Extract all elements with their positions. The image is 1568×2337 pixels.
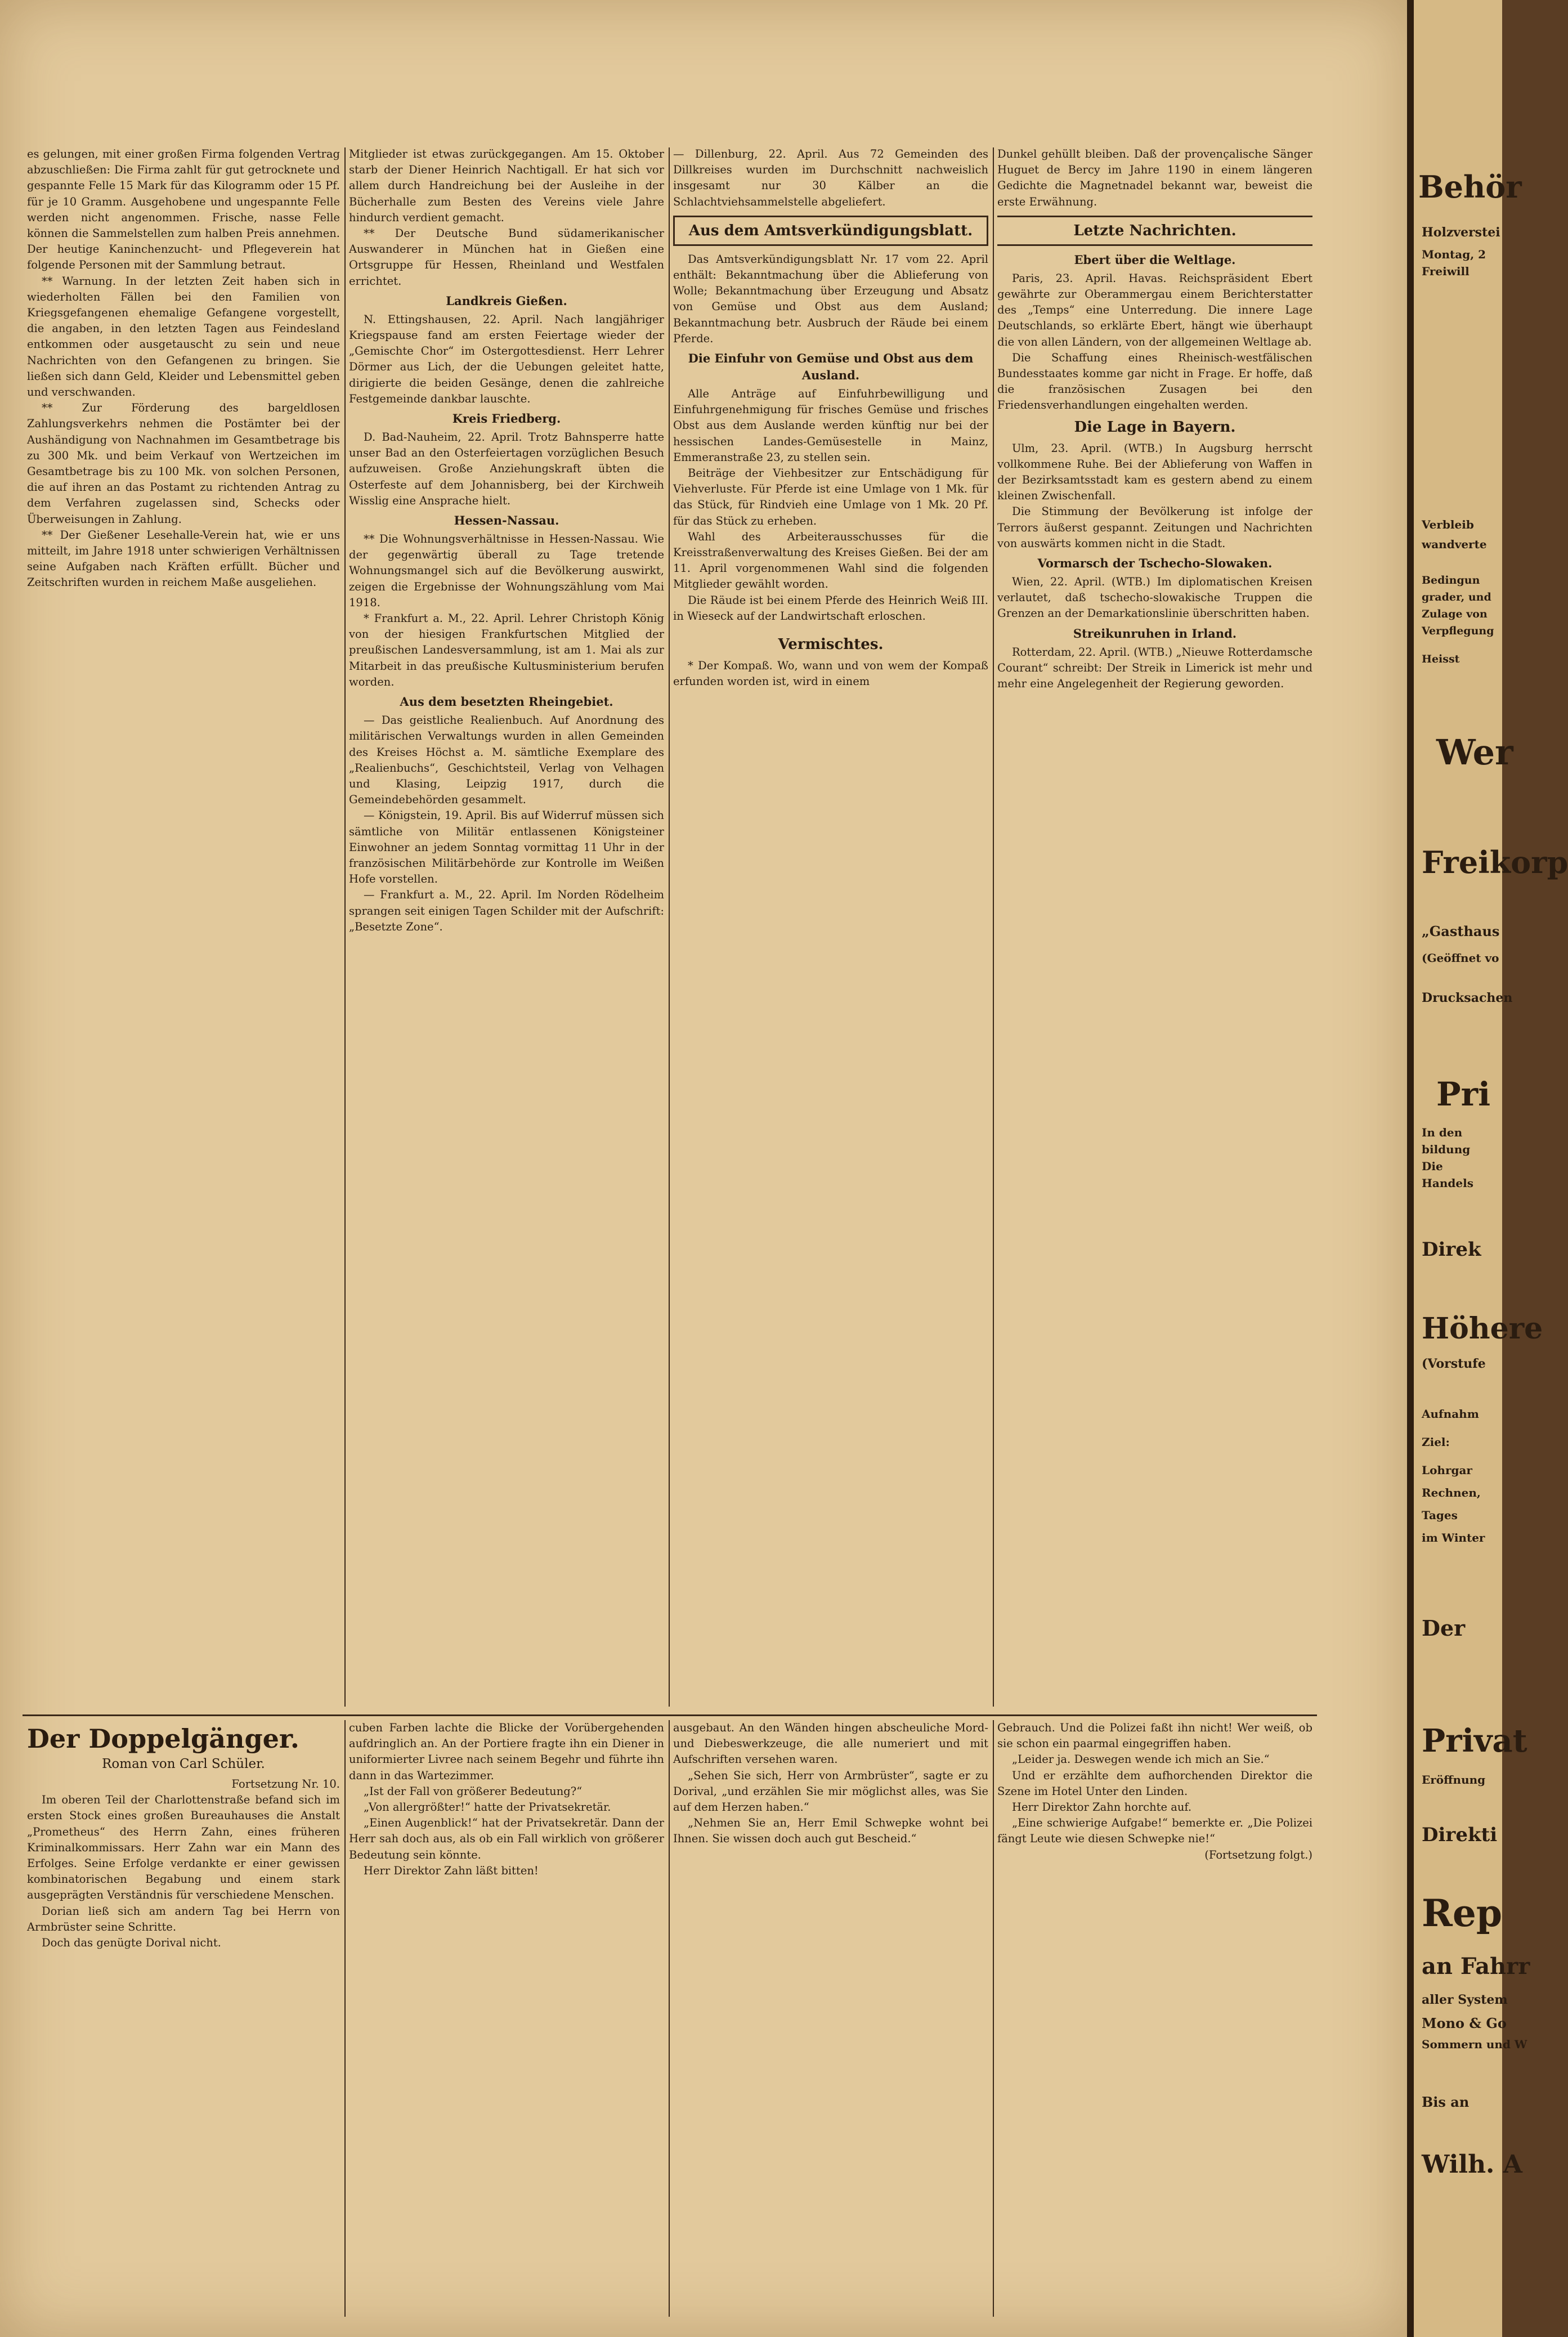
fragment-text: In den — [1422, 1126, 1463, 1139]
paragraph: Gebrauch. Und die Polizei faßt ihn nicht! Wer weiß, ob sie schon ein paarmal eingegriffen haben. — [997, 1721, 1312, 1750]
paragraph: Alle Anträge auf Einfuhrbewilligung und Einfuhrgenehmigung für frisches Gemüse und frisches Obst aus dem Auslande werden künftig nur bei der hessischen Landes-Gemüsestelle in Mainz, Emmeranstraße 23, zu stellen sein. — [673, 387, 988, 464]
paragraph: * Der Kompaß. Wo, wann und von wem der Kompaß erfunden worden ist, wird in einem — [673, 659, 988, 688]
fragment-text: an Fahrr — [1422, 1953, 1530, 1980]
paragraph: Die Stimmung der Bevölkerung ist infolge der Terrors äußerst gespannt. Zeitungen und Nachrichten von auswärts kommen nicht in die Stadt. — [997, 505, 1312, 550]
fragment-text: im Winter — [1422, 1531, 1485, 1544]
paragraph: „Von allergrößter!“ hatte der Privatsekretär. — [364, 1801, 611, 1814]
paragraph: ** Der Gießener Lesehalle-Verein hat, wie er uns mitteilt, im Jahre 1918 unter schwierigen Verhältnissen seine Aufgaben nach Kräften erfüllt. Bücher und Zeitschriften wurden in reichem Maße ausgeliehen. — [27, 528, 340, 589]
paragraph: ** Der Deutsche Bund südamerikanischer Auswanderer in München hat in Gießen eine Ortsgruppe für Hessen, Rheinland und Westfalen errichtet. — [349, 227, 664, 288]
fragment-text: Holzverstei — [1422, 225, 1500, 240]
feuilleton-byline: Roman von Carl Schüler. — [102, 1757, 265, 1771]
fragment-text: Direkti — [1422, 1824, 1498, 1846]
installment-label: Fortsetzung Nr. 10. — [231, 1778, 340, 1790]
fragment-text: „Gasthaus — [1422, 923, 1500, 939]
paragraph: Beiträge der Viehbesitzer zur Entschädigung für Viehverluste. Für Pferde ist eine Umlage von 1 Mk. für das Stück, für Rindvieh eine Umlage von 1 Mk. 20 Pf. für das Stück zu erheben. — [673, 467, 988, 527]
paragraph: N. Ettingshausen, 22. April. Nach langjähriger Kriegspause fand am ersten Feiertage wieder der „Gemischte Chor“ im Ostergottesdienst. Herr Lehrer Dörmer aus Lich, der die Uebungen geleitet hatte, dirigierte die beiden Gesänge, denen die zahlreiche Festgemeinde dankbar lauschte. — [349, 312, 664, 405]
paragraph: — Frankfurt a. M., 22. April. Im Norden Rödelheim sprangen seit einigen Tagen Schilder mit der Aufschrift: „Besetzte Zone“. — [349, 888, 664, 933]
fragment-text: Der — [1422, 1615, 1466, 1641]
column-divider — [993, 1720, 994, 2317]
paragraph: Herr Direktor Zahn horchte auf. — [1012, 1801, 1192, 1814]
fragment-text: bildung — [1422, 1143, 1471, 1156]
paragraph: Mitglieder ist etwas zurückgegangen. Am 15. Oktober starb der Diener Heinrich Nachtigall. Er hat sich vor allem durch Handreichung bei der Ausleihe in der Bücherhalle zum Besten des Vereins viele Jahre hindurch verdient gemacht. — [349, 147, 664, 224]
feuilleton-column-1 — [27, 1720, 340, 2317]
fragment-text: Wer — [1436, 732, 1513, 773]
paragraph: Wahl des Arbeiterausschusses für die Kreisstraßenverwaltung des Kreises Gießen. Bei der am 11. April vorgenommenen Wahl sind die folgenden Mitglieder gewählt worden. — [673, 530, 988, 591]
paragraph: Rotterdam, 22. April. (WTB.) „Nieuwe Rotterdamsche Courant“ schreibt: Der Streik in Limerick ist mehr und mehr eine Angelegenheit der Regierung geworden. — [997, 645, 1312, 691]
paragraph: ausgebaut. An den Wänden hingen abscheuliche Mord- und Diebeswerkzeuge, die alle numeriert und mit Aufschriften versehen waren. — [673, 1721, 988, 1766]
paragraph: D. Bad-Nauheim, 22. April. Trotz Bahnsperre hatte unser Bad an den Osterfeiertagen vorzüglichen Besuch aufzuweisen. Große Anziehungskraft übten die Osterfeste auf dem Johannisberg, bei der Kirchweih Wisslig eine Ansprache hielt. — [349, 431, 664, 507]
fragment-text: Bedingun — [1422, 574, 1480, 587]
section-heading: Kreis Friedberg. — [452, 411, 561, 426]
fragment-text: Rechnen, — [1422, 1486, 1481, 1499]
column-3 — [673, 146, 988, 1705]
paragraph: es gelungen, mit einer großen Firma folgenden Vertrag abzuschließen: Die Firma zahlt für gut getrocknete und gespannte Felle 15 Mark für das Kilogramm oder 15 Pf. für je 10 Gramm. Ausgehobene und ungespannte Felle werden nicht angenommen. Frische, nasse Felle können die Sammelstellen zum halben Preis annehmen. Der heutige Kaninchenzucht- und Pflegeverein hat folgende Personen mit der Sammlung betraut. — [27, 147, 340, 272]
paragraph: Wien, 22. April. (WTB.) Im diplomatischen Kreisen verlautet, daß tschecho-slowakische Truppen die Grenzen an der Demarkationslinie überschritten haben. — [997, 575, 1312, 620]
page-gutter — [1407, 0, 1414, 2337]
paragraph: Herr Direktor Zahn läßt bitten! — [364, 1864, 539, 1877]
notice-box — [673, 216, 988, 246]
fragment-text: Privat — [1422, 1722, 1527, 1760]
fragment-text: Verbleib — [1422, 518, 1474, 531]
paragraph: * Frankfurt a. M., 22. April. Lehrer Christoph König von der hiesigen Frankfurtschen Mitglied der preußischen Landesversammlung, ist am 1. Mai als zur Mitarbeit in das preußische Kultusministerium berufen worden. — [349, 612, 664, 688]
section-heading: Hessen-Nassau. — [454, 513, 559, 528]
paragraph: „Sehen Sie sich, Herr von Armbrüster“, sagte er zu Dorival, „und erzählen Sie mir möglichst alles, was Sie auf dem Herzen haben.“ — [673, 1769, 988, 1814]
feuilleton-column-3 — [673, 1720, 988, 2317]
section-heading: Die Lage in Bayern. — [1074, 418, 1236, 436]
fragment-text: Eröffnung — [1422, 1773, 1486, 1787]
fragment-text: Freiwill — [1422, 265, 1470, 278]
paragraph: Ulm, 23. April. (WTB.) In Augsburg herrscht vollkommene Ruhe. Bei der Ablieferung von Waffen in der Bezirksamtsstadt kam es gestern abend zu einem kleinen Zwischenfall. — [997, 441, 1312, 503]
fragment-text: Sommern und W — [1422, 2038, 1527, 2051]
feuilleton-divider — [23, 1714, 1317, 1716]
fragment-text: Heisst — [1422, 653, 1460, 665]
paragraph: ** Warnung. In der letzten Zeit haben sich in wiederholten Fällen bei den Familien von Kriegsgefangenen ehemalige Gefangene vorgestellt, die angaben, in den letzten Tagen aus Feindesland entkommen oder ausgetauscht zu sein und neue Nachrichten von den Gefangenen zu bringen. Sie ließen sich dann Geld, Kleider und Lebensmittel geben und verschwanden. — [27, 274, 340, 399]
paragraph: „Einen Augenblick!“ hat der Privatsekretär. Dann der Herr sah doch aus, als ob ein Fall wirklich von größerer Bedeutung sein könnte. — [349, 1816, 664, 1861]
paragraph: Doch das genügte Dorival nicht. — [42, 1936, 221, 1950]
paragraph: — Das geistliche Realienbuch. Auf Anordnung des militärischen Verwaltungs wurden in allen Gemeinden des Kreises Höchst a. M. sämtliche Exemplare des „Realienbuchs“, Geschichtsteil, Verlag von Velhagen und Klasing, Leipzig 1917, durch die Gemeindebehörden gesammelt. — [349, 714, 664, 807]
paragraph: — Dillenburg, 22. April. Aus 72 Gemeinden des Dillkreises wurden im Durchschnitt nachweislich insgesamt nur 30 Kälber an die Schlachtviehsammelstelle abgeliefert. — [673, 147, 988, 208]
fragment-text: Bis an — [1422, 2094, 1470, 2110]
fragment-text: Handels — [1422, 1176, 1473, 1190]
column-divider — [993, 147, 994, 1707]
fragment-text: Wilh. A — [1422, 2150, 1522, 2179]
section-heading: Streikunruhen in Irland. — [1073, 626, 1237, 641]
fragment-text: Höhere — [1422, 1311, 1543, 1346]
fragment-text: Die — [1422, 1159, 1443, 1173]
fragment-text: Freikorp — [1422, 844, 1568, 880]
fragment-text: Ziel: — [1422, 1435, 1450, 1449]
section-heading: Die Einfuhr von Gemüse und Obst aus dem Ausland. — [688, 351, 974, 383]
column-divider — [344, 147, 346, 1707]
paragraph: cuben Farben lachte die Blicke der Vorübergehenden aufdringlich an. An der Portiere fragte ihn ein Diener in uniformierter Livree nach seinem Begehr und führte ihn dann in das Wartezimmer. — [349, 1721, 664, 1782]
section-heading: Letzte Nachrichten. — [1073, 222, 1237, 239]
section-heading: Aus dem Amtsverkündigungsblatt. — [688, 222, 973, 239]
fragment-text: Pri — [1436, 1075, 1491, 1113]
paragraph: — Königstein, 19. April. Bis auf Widerruf müssen sich sämtliche von Militär entlassenen Königsteiner Einwohner an jedem Sonntag vormittag 11 Uhr in der französischen Militärbehörde zur Kontrolle im Weißen Hofe vorstellen. — [349, 809, 664, 886]
column-divider — [344, 1720, 346, 2317]
feuilleton-column-2 — [349, 1720, 664, 2317]
feuilleton-title: Der Doppelgänger. — [27, 1723, 299, 1754]
adjacent-page-fragment — [1414, 0, 1568, 2337]
continuation-note: (Fortsetzung folgt.) — [1204, 1848, 1312, 1861]
feuilleton-column-4 — [997, 1720, 1312, 2317]
column-divider — [669, 1720, 670, 2317]
paragraph: Paris, 23. April. Havas. Reichspräsident Ebert gewährte zur Oberammergau einem Berichterstatter des „Temps“ eine Unterredung. Die innere Lage Deutschlands, so erklärte Ebert, hängt wie überhaupt die von allen Ländern, von der allgemeinen Weltlage ab. — [997, 271, 1312, 348]
paragraph: Dorian ließ sich am andern Tag bei Herrn von Armbrüster seine Schritte. — [27, 1904, 340, 1933]
fragment-text: Direk — [1422, 1238, 1481, 1261]
paragraph: „Leider ja. Deswegen wende ich mich an Sie.“ — [1012, 1753, 1270, 1766]
fragment-text: Zulage von — [1422, 608, 1488, 620]
fragment-text: grader, und — [1422, 591, 1491, 603]
column-4 — [997, 146, 1312, 1705]
fragment-text: (Geöffnet vo — [1422, 951, 1499, 965]
paragraph: ** Zur Förderung des bargeldlosen Zahlungsverkehrs nehmen die Postämter bei der Aushändigung von Nachnahmen im Gesamtbetrage bis zu 300 Mk. und beim Verkauf von Wertzeichen im Gesamtbetrage bis zu 100 Mk. von solchen Personen, die auf ihren an das Postamt zu richtenden Antrag zu dem Verfahren zugelassen sind, Schecks oder Überweisungen in Zahlung. — [27, 401, 340, 526]
section-subheading: Ebert über die Weltlage. — [1074, 252, 1236, 267]
paragraph: Die Räude ist bei einem Pferde des Heinrich Weiß III. in Wieseck auf der Landwirtschaft erloschen. — [673, 593, 988, 623]
section-heading: Landkreis Gießen. — [446, 293, 567, 308]
fragment-text: Drucksachen — [1422, 991, 1513, 1005]
paragraph: ** Die Wohnungsverhältnisse in Hessen-Nassau. Wie der gegenwärtig überall zu Tage tretende Wohnungsmangel sich auf die Bevölkerung auswirkt, zeigen die Ergebnisse der Wohnungszählung vom Mai 1918. — [349, 532, 664, 609]
fragment-text: Mono & Go — [1422, 2015, 1507, 2031]
column-1 — [27, 146, 340, 1705]
fragment-text: (Vorstufe — [1422, 1356, 1486, 1371]
section-heading: Vormarsch der Tschecho-Slowaken. — [1037, 556, 1273, 571]
paragraph: Die Schaffung eines Rheinisch-westfälischen Bundesstaates komme gar nicht in Frage. Er hoffe, daß die französischen Zusagen bei den Friedensverhandlungen eingehalten werden. — [997, 351, 1312, 412]
section-heading: Vermischtes. — [778, 636, 884, 653]
paragraph: Dunkel gehüllt bleiben. Daß der provençalische Sänger Huguet de Bercy im Jahre 1190 in einem längeren Gedichte die Magnetnadel bekannt war, beweist die erste Erwähnung. — [997, 147, 1312, 208]
paragraph: Das Amtsverkündigungsblatt Nr. 17 vom 22. April enthält: Bekanntmachung über die Ablieferung von Wolle; Bekanntmachung über Erzeugung und Absatz von Gemüse und Obst aus dem Ausland; Bekanntmachung betr. Ausbruch der Räude bei einem Pferde. — [673, 252, 988, 345]
section-heading: Aus dem besetzten Rheingebiet. — [400, 695, 613, 709]
paragraph: Und er erzählte dem aufhorchenden Direktor die Szene im Hotel Unter den Linden. — [997, 1769, 1312, 1798]
fragment-text: Lohrgar — [1422, 1463, 1472, 1477]
fragment-text: Aufnahm — [1422, 1407, 1479, 1421]
fragment-text: Tages — [1422, 1508, 1458, 1522]
paragraph: „Eine schwierige Aufgabe!“ bemerkte er. „Die Polizei fängt Leute wie diesen Schwepke nie!“ — [997, 1816, 1312, 1846]
fragment-text: Verpflegung — [1422, 625, 1494, 637]
fragment-text: Montag, 2 — [1422, 248, 1486, 261]
paragraph: „Ist der Fall von größerer Bedeutung?“ — [364, 1784, 583, 1798]
column-2 — [349, 146, 664, 1705]
fragment-text: Behör — [1418, 169, 1522, 205]
fragment-text: wandverte — [1422, 538, 1487, 551]
fragment-text: Rep — [1422, 1891, 1502, 1935]
column-divider — [669, 147, 670, 1707]
paragraph: Im oberen Teil der Charlottenstraße befand sich im ersten Stock eines großen Bureauhauses die Anstalt „Prometheus“ des Herrn Zahn, eines früheren Kriminalkommissars. Herr Zahn war ein Mann des Erfolges. Seine Erfolge verdankte er einer gewissen kombinatorischen Begabung und einem stark ausgeprägten Verständnis für verschiedene Menschen. — [27, 1793, 340, 1902]
paragraph: „Nehmen Sie an, Herr Emil Schwepke wohnt bei Ihnen. Sie wissen doch auch gut Bescheid.“ — [673, 1816, 988, 1846]
fragment-text: aller System — [1422, 1993, 1508, 2007]
news-header-box — [997, 216, 1312, 246]
